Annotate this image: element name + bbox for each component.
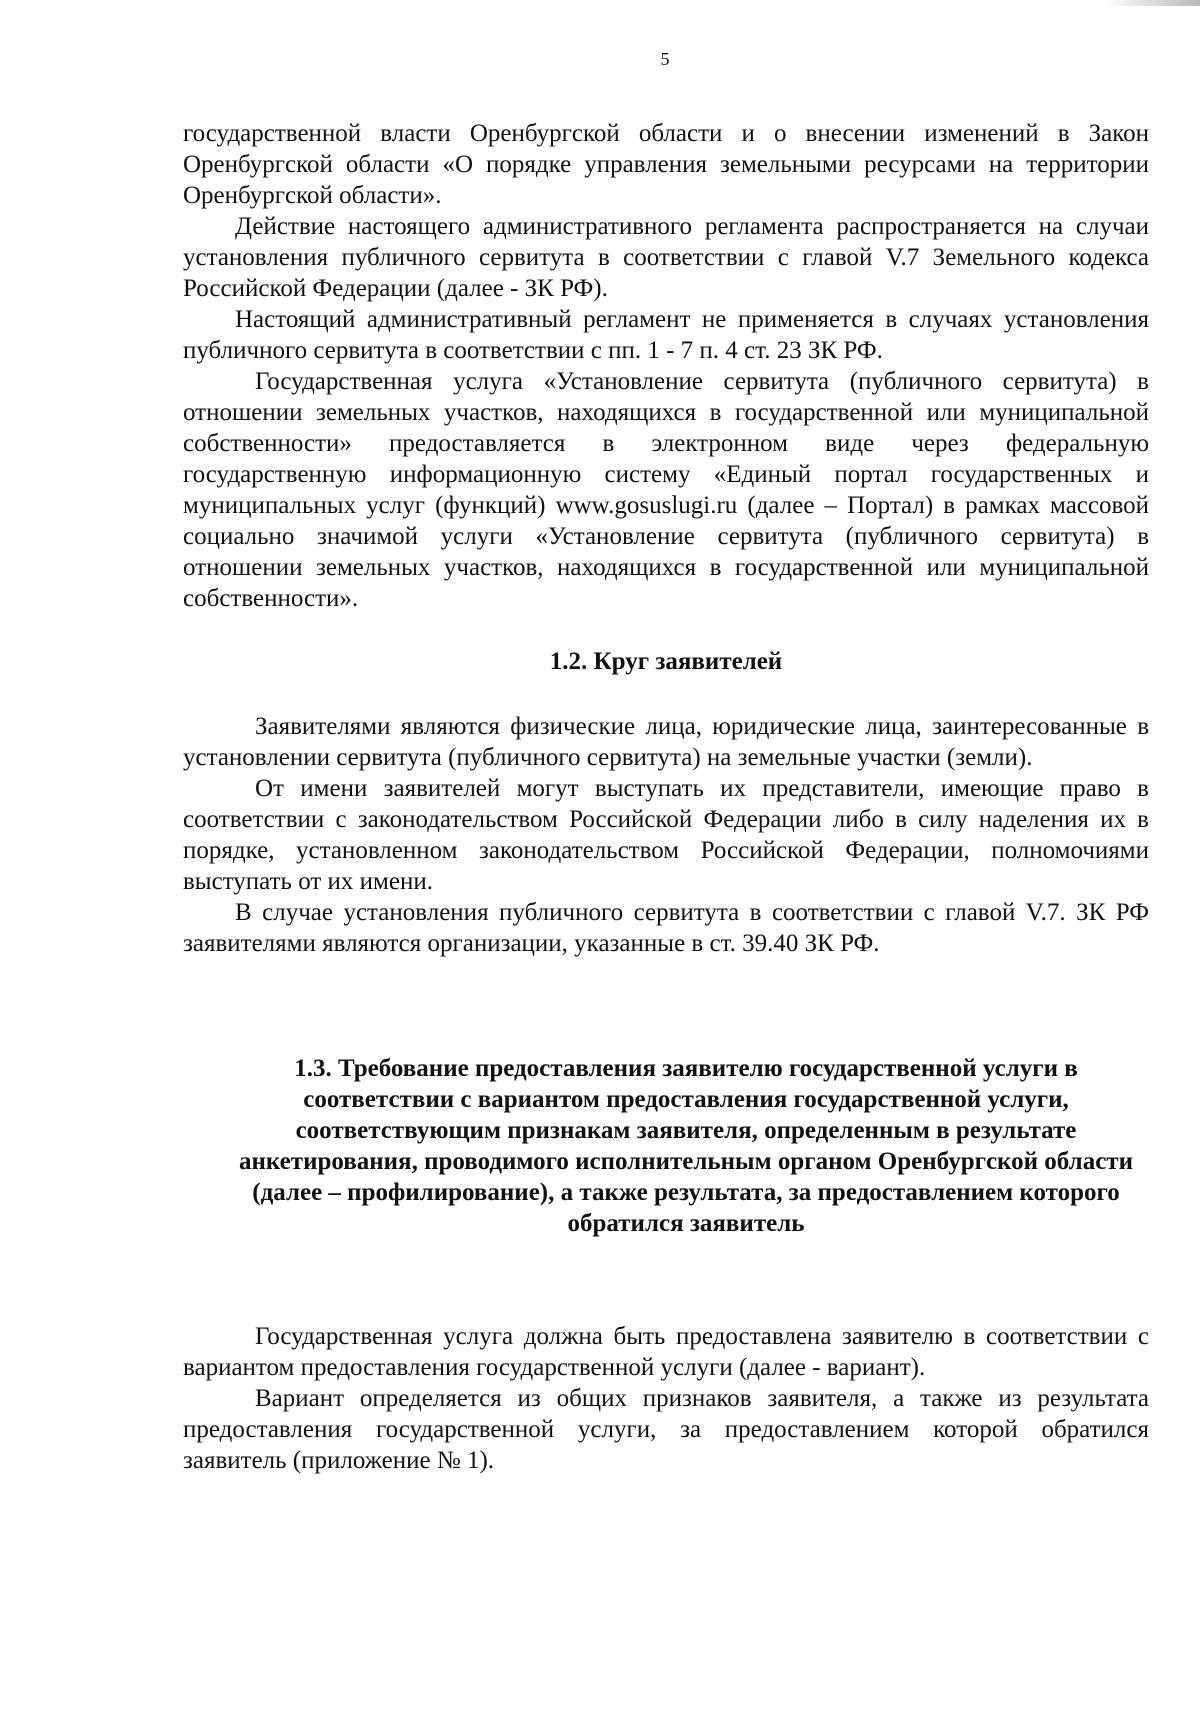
page-number: 5 (660, 49, 670, 69)
paragraph-1-3-1: Государственная услуга должна быть предоставлена заявителю в соответствии с вариантом предоставления государственной услуги (далее - вариант). (183, 1323, 1149, 1381)
paragraph-intro-2: Действие настоящего административного регламента распространяется на случаи установления публичного сервитута в соответствии с главой V.7 Земельного кодекса Российской Федерации (далее - ЗК РФ). (183, 213, 1149, 302)
section-heading-1-2: 1.2. Круг заявителей (549, 648, 783, 675)
paragraph-1-2-3: В случае установления публичного сервитута в соответствии с главой V.7. ЗК РФ заявителями являются организации, указанные в ст. 39.40 ЗК РФ. (183, 899, 1149, 957)
paragraph-1-2-2: От имени заявителей могут выступать их представители, имеющие право в соответствии с законодательством Российской Федерации либо в силу наделения их в порядке, установленном законодательством Российской Федерации, полномочиями выступать от их имени. (183, 775, 1149, 895)
paragraph-intro-3: Настоящий административный регламент не применяется в случаях установления публичного сервитута в соответствии с пп. 1 - 7 п. 4 ст. 23 ЗК РФ. (183, 306, 1149, 364)
paragraph-1-2-1: Заявителями являются физические лица, юридические лица, заинтересованные в установлении сервитута (публичного сервитута) на земельные участки (земли). (183, 713, 1149, 771)
section-heading-1-3: 1.3. Требование предоставления заявителю государственной услуги в соответствии с вариантом предоставления государственной услуги, соответствующим признакам заявителя, определенным в результате анкетирования, проводимого исполнительным органом Оренбургской области (далее – профилирование), а также результата, за предоставлением которого обратился заявитель (239, 1055, 1133, 1237)
paragraph-intro-4: Государственная услуга «Установление сервитута (публичного сервитута) в отношении земельных участков, находящихся в государственной или муниципальной собственности» предоставляется в электронном виде через федеральную государственную информационную систему «Единый портал государственных и муниципальных услуг (функций) www.gosuslugi.ru (далее – Портал) в рамках массовой социально значимой услуги «Установление сервитута (публичного сервитута) в отношении земельных участков, находящихся в государственной или муниципальной собственности». (183, 368, 1149, 612)
paragraph-1-3-2: Вариант определяется из общих признаков заявителя, а также из результата предоставления государственной услуги, за предоставлением которой обратился заявитель (приложение № 1). (183, 1385, 1149, 1474)
paragraph-intro-1: государственной власти Оренбургской области и о внесении изменений в Закон Оренбургской области «О порядке управления земельными ресурсами на территории Оренбургской области». (183, 120, 1149, 209)
document-body (183, 118, 1149, 1476)
scan-edge-artifact (1104, 0, 1200, 6)
